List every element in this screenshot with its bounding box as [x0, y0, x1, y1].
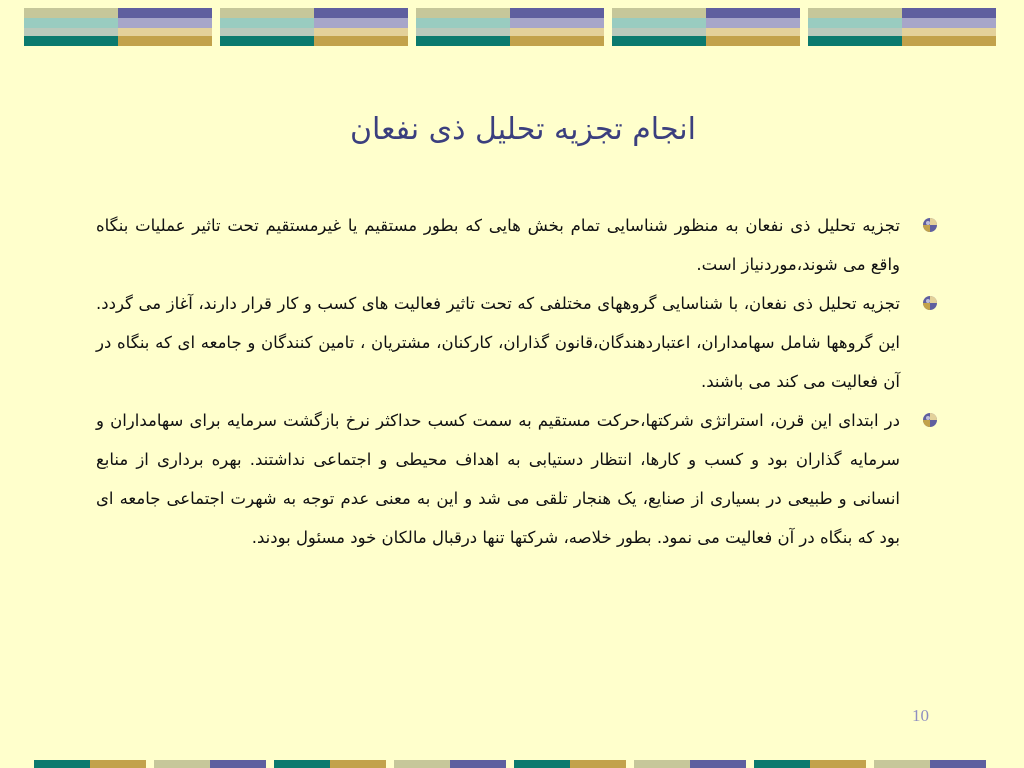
bullet-list — [96, 206, 944, 557]
sphere-bullet-icon — [922, 412, 938, 428]
bullet-text: در ابتدای این قرن، استراتژی شرکتها،حرکت مستقیم به سمت کسب حداکثر نرخ بازگشت سرمایه برای سهامداران و سرمایه گذاران بود و کسب و کارها، انتظار دستیابی به اهداف محیطی و اجتماعی نداشتند. بهره برداری از منابع انسانی و طبیعی در بسیاری از صنایع، یک هنجار تلقی می شد و این به معنی عدم توجه به شهرت اجتماعی جامعه ای بود که بنگاه در آن فعالیت می نمود. بطور خلاصه، شرکتها تنها درقبال مالکان خود مسئول بودند. — [96, 411, 900, 547]
decorative-tile — [24, 8, 212, 46]
sphere-bullet-icon — [922, 295, 938, 311]
decorative-tile — [612, 8, 800, 46]
page-number: 10 — [912, 706, 929, 725]
bottom-decorative-band — [34, 760, 1000, 768]
bullet-item — [96, 401, 944, 557]
sphere-bullet-icon — [922, 217, 938, 233]
decorative-tile — [220, 8, 408, 46]
decorative-tile — [416, 8, 604, 46]
bullet-text: تجزیه تحلیل ذی نفعان، با شناسایی گروههای مختلفی که تحت تاثیر فعالیت های کسب و کار قرار دارند، آغاز می گردد. این گروهها شامل سهامداران، اعتباردهندگان،قانون گذاران، کارکنان، مشتریان ، تامین کنندگان و جامعه ای که بنگاه در آن فعالیت می کند می باشند. — [96, 294, 900, 391]
bullet-item — [96, 206, 944, 284]
slide-title: انجام تجزیه تحلیل ذی نفعان — [349, 112, 696, 147]
top-decorative-band — [24, 8, 1000, 46]
decorative-tile — [808, 8, 996, 46]
bullet-text: تجزیه تحلیل ذی نفعان به منظور شناسایی تمام بخش هایی که بطور مستقیم یا غیرمستقیم تحت تاثیر عملیات بنگاه واقع می شوند،موردنیاز است. — [96, 216, 900, 274]
bullet-item — [96, 284, 944, 401]
